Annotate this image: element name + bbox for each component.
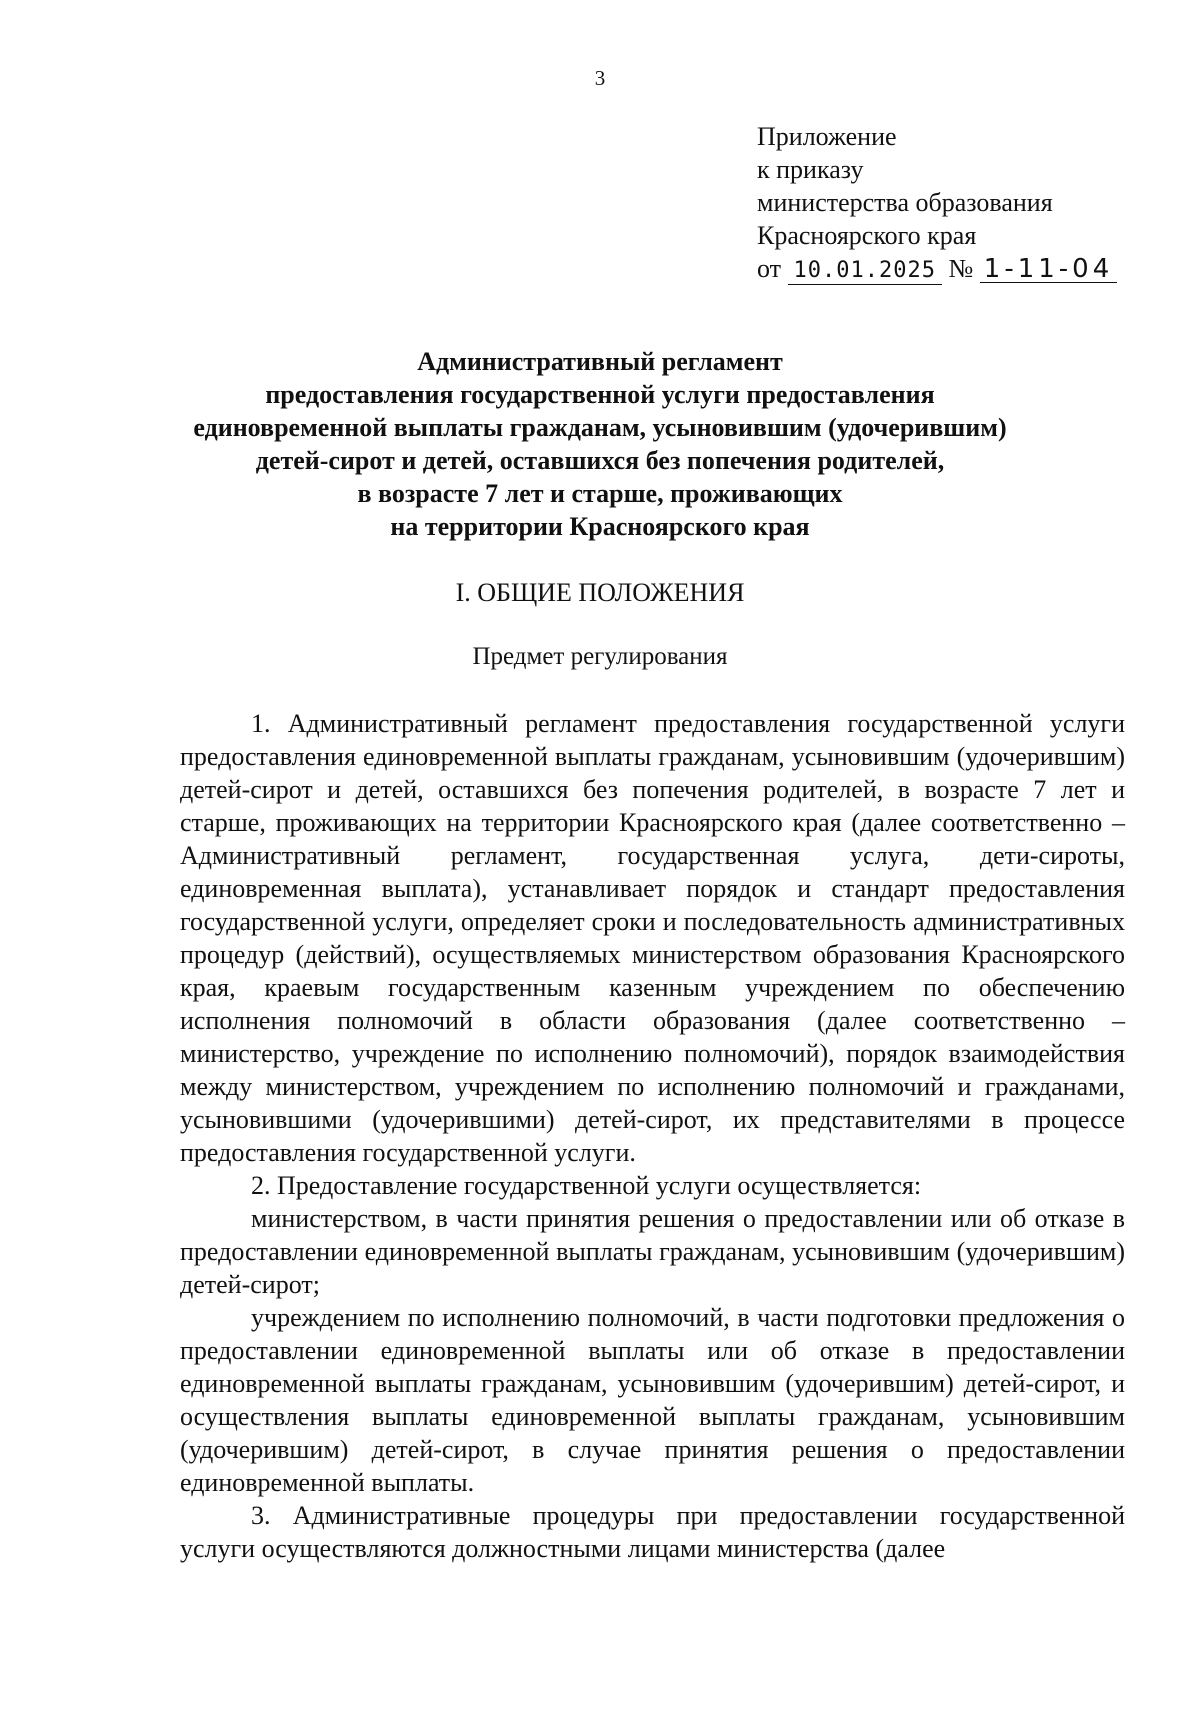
order-number: 1-11-04 [980,256,1117,283]
document-title [0,345,1200,543]
paragraph-2: 2. Предоставление государственной услуги осуществляется: [251,1171,922,1200]
annex-line: Приложение [757,122,897,151]
paragraph-1: 1. Административный регламент предоставления государственной услуги предоставления единовременной выплаты гражданам, усыновившим (удочерившим) детей-сирот и детей, оставшихся без попечения родителей, в возрасте 7 лет и старше, проживающих на территории Красноярского края (далее соответственно – Административный регламент, государственная услуга, дети-сироты, единовременная выплата), устанавливает порядок и стандарт предоставления государственной услуги, определяет сроки и последовательность административных процедур (действий), осуществляемых министерством образования Красноярского края, краевым государственным казенным учреждением по обеспечению исполнения полномочий в области образования (далее соответственно – министерство, учреждение по исполнению полномочий), порядок взаимодействия между министерством, учреждением по исполнению полномочий и гражданами, усыновившими (удочерившими) детей-сирот, их представителями в процессе предоставления государственной услуги. [180,709,1125,1167]
title-line: детей-сирот и детей, оставшихся без попечения родителей, [255,446,945,475]
page-number: 3 [594,66,606,90]
from-label: от [757,254,782,283]
title-line: предоставления государственной услуги предоставления [265,380,935,409]
title-line: в возрасте 7 лет и старше, проживающих [357,479,843,508]
subsection-heading: Предмет регулирования [472,643,728,670]
order-date: 10.01.2025 [788,258,942,285]
paragraph-2-institution: учреждением по исполнению полномочий, в части подготовки предложения о предоставлении единовременной выплаты или об отказе в предоставлении единовременной выплаты гражданам, усыновившим (удочерившим) детей-сирот, и осуществления выплаты единовременной выплаты гражданам, усыновившим (удочерившим) детей-сирот, в случае принятия решения о предоставлении единовременной выплаты. [180,1303,1125,1497]
annex-block [757,120,1117,285]
annex-line: Красноярского края [757,221,977,250]
title-line: на территории Красноярского края [390,512,810,541]
number-label: № [948,254,974,283]
title-line: Административный регламент [417,347,783,376]
annex-line: к приказу [757,155,864,184]
order-reference [757,252,1117,285]
paragraph-2-ministry: министерством, в части принятия решения о предоставлении или об отказе в предоставлении единовременной выплаты гражданам, усыновившим (удочерившим) детей-сирот; [180,1204,1125,1299]
annex-line: министерства образования [757,188,1053,217]
title-line: единовременной выплаты гражданам, усыновившим (удочерившим) [193,413,1007,442]
section-heading: I. ОБЩИЕ ПОЛОЖЕНИЯ [455,578,745,607]
document-body [180,707,1125,1565]
paragraph-3: 3. Административные процедуры при предоставлении государственной услуги осуществляются должностными лицами министерства (далее [180,1501,1125,1563]
